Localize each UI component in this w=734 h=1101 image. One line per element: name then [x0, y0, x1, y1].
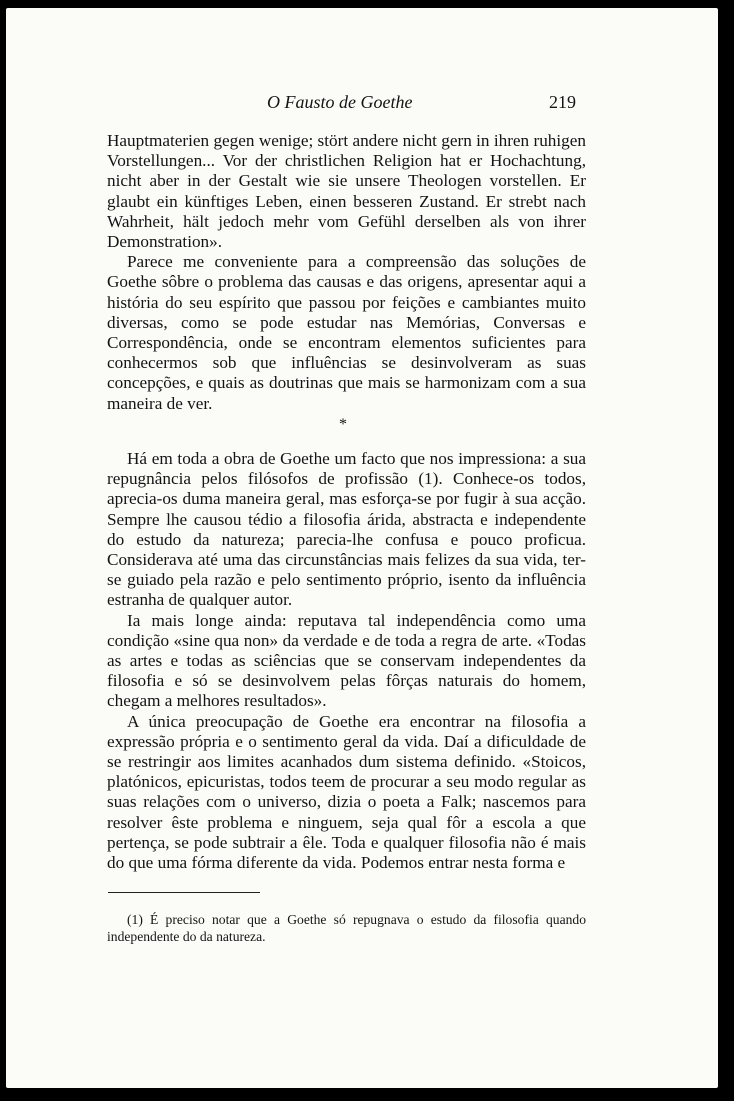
page-number: 219 — [549, 92, 576, 112]
running-title: O Fausto de Goethe — [267, 92, 413, 112]
paragraph: A única preocupação de Goethe era encontrar na filosofia a expressão própria e o sentimento geral da vida. Daí a dificuldade de se restringir aos limites acanhados dum sistema definido. «Stoicos, platónicos, epicuristas, todos teem de procurar a seu modo regular as suas relações com o universo, dizia o poeta a Falk; nascemos para resolver êste problema e ninguem, seja qual fôr a escola a que pertença, se pode subtrair a êle. Toda e qualquer filosofia não é mais do que uma fórma diferente da vida. Podemos entrar nesta forma e — [107, 711, 586, 873]
body-text-top — [107, 131, 586, 414]
footnote-rule — [108, 892, 260, 893]
body-text-bottom — [107, 449, 586, 873]
paragraph: Ia mais longe ainda: reputava tal independência como uma condição «sine qua non» da verdade e de toda a regra de arte. «Todas as artes e todas as sciências que se conservam independentes da filosofia e só se desinvolvem pelas fôrças naturais do homem, chegam a melhores resultados». — [107, 610, 586, 711]
paragraph: Há em toda a obra de Goethe um facto que nos impressiona: a sua repugnância pelos filósofos de profissão (1). Conhece-os todos, aprecia-os duma maneira geral, mas esforça-se por fugir à sua acção. Sempre lhe causou tédio a filosofia árida, abstracta e independente do estudo da natureza; parecia-lhe confusa e pouco proficua. Considerava até uma das circunstâncias mais felizes da sua vida, ter-se guiado pela razão e pelo sentimento próprio, isento da influência estranha de qualquer autor. — [107, 449, 586, 610]
paragraph-continuation: Hauptmaterien gegen wenige; stört andere nicht gern in ihren ruhigen Vorstellungen... Vor der christlichen Religion hat er Hochachtung, nicht aber in der Gestalt wie sie unsere Theologen vorstellen. Er glaubt ein künftiges Leben, einen besseren Zustand. Er strebt nach Wahrheit, hält jedoch mehr vom Gefühl derselben als von ihrer Demonstration». — [107, 131, 586, 252]
footnote: (1) É preciso notar que a Goethe só repugnava o estudo da filosofia quando independente do da natureza. — [107, 912, 586, 944]
paragraph: Parece me conveniente para a compreensão das soluções de Goethe sôbre o problema das causas e das origens, apresentar aqui a história do seu espírito que passou por feições e cambiantes muito diversas, como se pode estudar nas Memórias, Conversas e Correspondência, onde se encontram elementos suficientes para conhecermos sob que influências se desinvolveram as suas concepções, e quais as doutrinas que mais se harmonizam com a sua maneira de ver. — [107, 252, 586, 413]
section-break-asterisk: * — [339, 416, 347, 433]
